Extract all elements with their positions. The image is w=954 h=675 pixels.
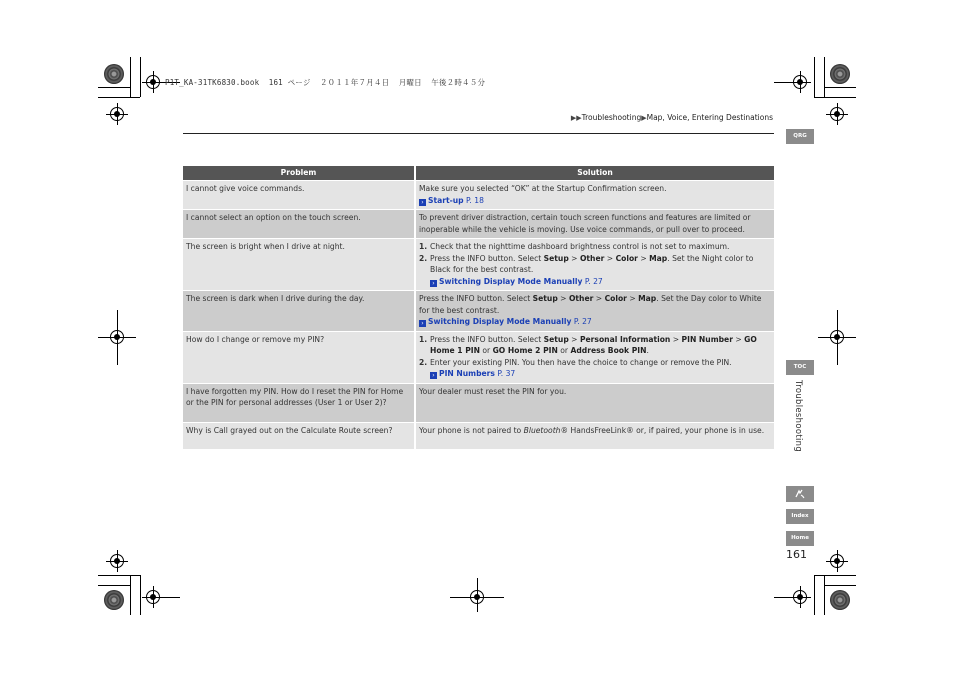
- qrg-button[interactable]: QRG: [786, 129, 814, 144]
- table-row: [183, 422, 774, 449]
- link-arrow-icon: ›: [430, 372, 437, 379]
- table-row: [183, 180, 774, 209]
- table-header-row: [183, 166, 774, 180]
- toc-button[interactable]: TOC: [786, 360, 814, 375]
- step-2: 2. Press the INFO button. Select Setup > Other > Color > Map. Set the Night color to Black for the best contrast.: [419, 253, 754, 274]
- solution-text: Make sure you selected “OK” at the Startup Confirmation screen.: [419, 184, 667, 193]
- problem-header: Problem: [183, 166, 416, 180]
- table-row: [183, 290, 774, 331]
- link-title[interactable]: Start-up: [428, 195, 464, 205]
- troubleshooting-table: [183, 166, 774, 449]
- section-tab-label: Troubleshooting: [793, 380, 803, 453]
- solution-header: Solution: [416, 166, 774, 180]
- table-row: [183, 209, 774, 238]
- solution-cell: [416, 331, 774, 383]
- table-row: [183, 238, 774, 290]
- link-arrow-icon: ›: [430, 280, 437, 287]
- problem-cell: Why is Call grayed out on the Calculate Route screen?: [183, 422, 416, 449]
- breadcrumb-arrow-icon: ▶▶: [570, 114, 582, 122]
- link-page[interactable]: P. 18: [466, 195, 484, 205]
- table-row: [183, 331, 774, 383]
- breadcrumb: [571, 113, 773, 122]
- solution-cell: Your phone is not paired to Bluetooth® HandsFreeLink® or, if paired, your phone is in use.: [416, 422, 774, 449]
- breadcrumb-section[interactable]: Troubleshooting: [581, 113, 642, 122]
- breadcrumb-page: Map, Voice, Entering Destinations: [646, 113, 773, 122]
- home-button[interactable]: Home: [786, 531, 814, 546]
- step-1: 1. Check that the nighttime dashboard brightness control is not set to maximum.: [419, 242, 730, 251]
- link-arrow-icon: ›: [419, 320, 426, 327]
- step-2: 2. Enter your existing PIN. You then have the choice to change or remove the PIN.: [419, 357, 732, 367]
- page-number: 161: [786, 548, 807, 561]
- solution-cell: [416, 180, 774, 209]
- solution-cell: [416, 238, 774, 290]
- header-rule: [183, 133, 774, 134]
- problem-cell: I cannot select an option on the touch screen.: [183, 209, 416, 238]
- voice-button[interactable]: [786, 486, 814, 502]
- index-button[interactable]: Index: [786, 509, 814, 524]
- reference-link[interactable]: › Switching Display Mode Manually P. 27: [419, 316, 771, 328]
- reference-link[interactable]: › Switching Display Mode Manually P. 27: [419, 276, 771, 288]
- voice-icon: [794, 488, 806, 500]
- breadcrumb-arrow-icon: ▶: [641, 114, 647, 122]
- problem-cell: The screen is bright when I drive at night.: [183, 238, 416, 290]
- problem-cell: I cannot give voice commands.: [183, 180, 416, 209]
- problem-cell: How do I change or remove my PIN?: [183, 331, 416, 383]
- solution-text: Press the INFO button. Select Setup > Other > Color > Map. Set the Day color to White for the best contrast.: [419, 294, 762, 315]
- problem-cell: I have forgotten my PIN. How do I reset the PIN for Home or the PIN for personal addresses (User 1 or User 2)?: [183, 383, 416, 422]
- problem-cell: The screen is dark when I drive during the day.: [183, 290, 416, 331]
- solution-cell: To prevent driver distraction, certain touch screen functions and features are limited or inoperable while the vehicle is moving. Use voice commands, or pull over to proceed.: [416, 209, 774, 238]
- reference-link[interactable]: › PIN Numbers P. 37: [419, 368, 771, 380]
- solution-cell: [416, 290, 774, 331]
- reference-link[interactable]: [419, 195, 771, 207]
- link-arrow-icon: ›: [419, 199, 426, 206]
- solution-cell: Your dealer must reset the PIN for you.: [416, 383, 774, 422]
- file-info: P1T_KA-31TK6830.book 161 ページ ２０１１年７月４日 月曜日 午後２時４５分: [165, 78, 486, 87]
- table-row: [183, 383, 774, 422]
- step-1: 1. Press the INFO button. Select Setup > Personal Information > PIN Number > GO Home 1 PIN or GO Home 2 PIN or Address Book PIN.: [419, 334, 757, 355]
